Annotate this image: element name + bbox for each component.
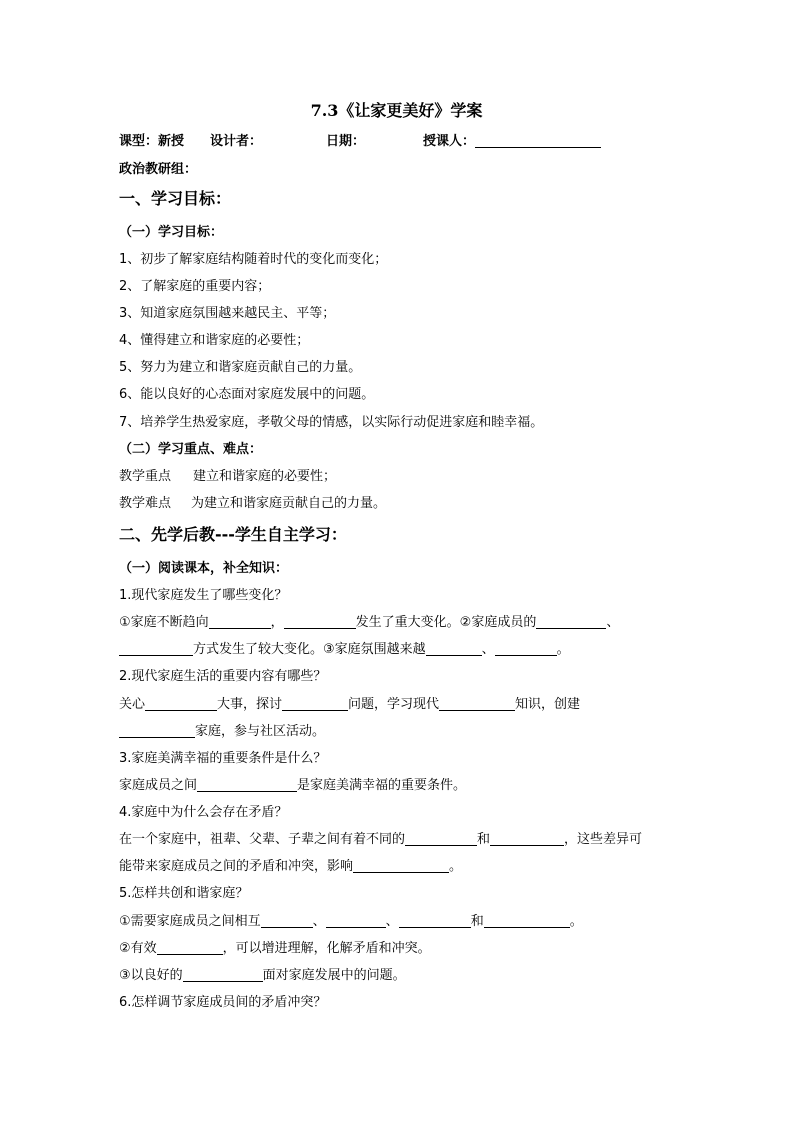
fill-blank[interactable] (326, 913, 386, 928)
answer-text: 和 (477, 832, 491, 847)
answer-text: ，可以增进理解，化解矛盾和冲突。 (222, 941, 431, 956)
answer-line (119, 695, 580, 715)
answer-text: 面对家庭发展中的问题。 (262, 968, 406, 983)
teacher-blank[interactable] (475, 133, 601, 148)
question-6: 6.怎样调节家庭成员间的矛盾冲突？ (119, 995, 327, 1010)
answer-text: 是家庭美满幸福的重要条件。 (297, 778, 467, 793)
answer-line (119, 857, 462, 877)
goal-item: 6、能以良好的心态面对家庭发展中的问题。 (119, 387, 375, 402)
question-5: 5.怎样共创和谐家庭？ (119, 886, 249, 901)
answer-text: ①家庭不断趋向 (119, 615, 209, 630)
date-label: 日期： (326, 134, 366, 149)
answer-text: 家庭成员之间 (119, 778, 198, 793)
answer-line (119, 939, 431, 959)
answer-text: 家庭，参与社区活动。 (195, 724, 326, 739)
answer-text: 、 (481, 642, 495, 657)
answer-text: 大事，探讨 (217, 697, 283, 712)
answer-line (119, 640, 570, 660)
difficult-point-label: 教学难点 (119, 496, 172, 511)
answer-text: 、 (385, 914, 399, 929)
meta-row (119, 132, 601, 152)
fill-blank[interactable] (353, 858, 449, 873)
difficult-point-row (119, 494, 386, 514)
designer-label: 设计者： (210, 134, 263, 149)
answer-text: ③以良好的 (119, 968, 183, 983)
answer-line (119, 722, 325, 742)
fill-blank[interactable] (495, 641, 557, 656)
key-point-text: 建立和谐家庭的必要性； (193, 469, 337, 484)
answer-line (119, 912, 583, 932)
goal-item: 5、努力为建立和谐家庭贡献自己的力量。 (119, 360, 362, 375)
answer-text: 。 (556, 642, 570, 657)
fill-blank[interactable] (119, 641, 193, 656)
answer-text: 、 (312, 914, 326, 929)
fill-blank[interactable] (426, 641, 482, 656)
goal-item: 2、了解家庭的重要内容； (119, 279, 271, 294)
section1-heading: 一、学习目标： (119, 189, 232, 208)
answer-line (119, 966, 406, 986)
goal-item: 3、知道家庭氛围越来越民主、平等； (119, 306, 336, 321)
answer-line (119, 830, 642, 850)
fill-blank[interactable] (439, 696, 515, 711)
answer-text: ②有效 (119, 941, 157, 956)
answer-text: ，这些差异可 (564, 832, 643, 847)
answer-text: ①需要家庭成员之间相互 (119, 914, 261, 929)
goal-item: 4、懂得建立和谐家庭的必要性； (119, 333, 310, 348)
answer-text: 问题，学习现代 (348, 697, 440, 712)
answer-text: 发生了重大变化。②家庭成员的 (355, 615, 537, 630)
fill-blank[interactable] (197, 777, 297, 792)
answer-line (119, 613, 619, 633)
goal-item: 1、初步了解家庭结构随着时代的变化而变化； (119, 252, 388, 267)
section1-sub1: （一）学习目标： (119, 225, 224, 240)
key-point-label: 教学重点 (119, 469, 172, 484)
answer-text: 知识，创建 (515, 697, 581, 712)
fill-blank[interactable] (484, 913, 570, 928)
fill-blank[interactable] (119, 723, 195, 738)
group-label: 政治教研组： (119, 162, 198, 177)
answer-text: 在一个家庭中，祖辈、父辈、子辈之间有着不同的 (119, 832, 406, 847)
difficult-point-text: 为建立和谐家庭贡献自己的力量。 (191, 496, 387, 511)
fill-blank[interactable] (405, 831, 477, 846)
answer-line (119, 776, 466, 796)
course-type: 课型：新授 (119, 134, 185, 149)
fill-blank[interactable] (261, 913, 313, 928)
fill-blank[interactable] (157, 940, 223, 955)
section1-sub2: （二）学习重点、难点： (119, 442, 263, 457)
fill-blank[interactable] (399, 913, 471, 928)
fill-blank[interactable] (490, 831, 564, 846)
teacher-label: 授课人： (423, 134, 476, 149)
section2-sub1: （一）阅读课本，补全知识： (119, 561, 289, 576)
fill-blank[interactable] (183, 967, 263, 982)
page-title: 7.3《让家更美好》学案 (310, 101, 483, 120)
question-2: 2.现代家庭生活的重要内容有哪些？ (119, 669, 327, 684)
answer-text: 、 (606, 615, 620, 630)
answer-text: 能带来家庭成员之间的矛盾和冲突，影响 (119, 859, 354, 874)
fill-blank[interactable] (282, 696, 348, 711)
question-1: 1.现代家庭发生了哪些变化？ (119, 588, 288, 603)
question-4: 4.家庭中为什么会存在矛盾？ (119, 805, 288, 820)
answer-text: 和 (470, 914, 484, 929)
answer-text: ， (270, 615, 284, 630)
fill-blank[interactable] (209, 614, 271, 629)
answer-text: 关心 (119, 697, 146, 712)
goal-item: 7、培养学生热爱家庭，孝敬父母的情感，以实际行动促进家庭和睦幸福。 (119, 415, 544, 430)
fill-blank[interactable] (284, 614, 356, 629)
answer-text: 方式发生了较大变化。③家庭氛围越来越 (193, 642, 426, 657)
answer-text: 。 (449, 859, 463, 874)
fill-blank[interactable] (145, 696, 217, 711)
answer-text: 。 (569, 914, 583, 929)
section2-heading: 二、先学后教---学生自主学习： (119, 525, 347, 544)
question-3: 3.家庭美满幸福的重要条件是什么？ (119, 751, 327, 766)
key-point-row (119, 467, 336, 487)
fill-blank[interactable] (536, 614, 606, 629)
